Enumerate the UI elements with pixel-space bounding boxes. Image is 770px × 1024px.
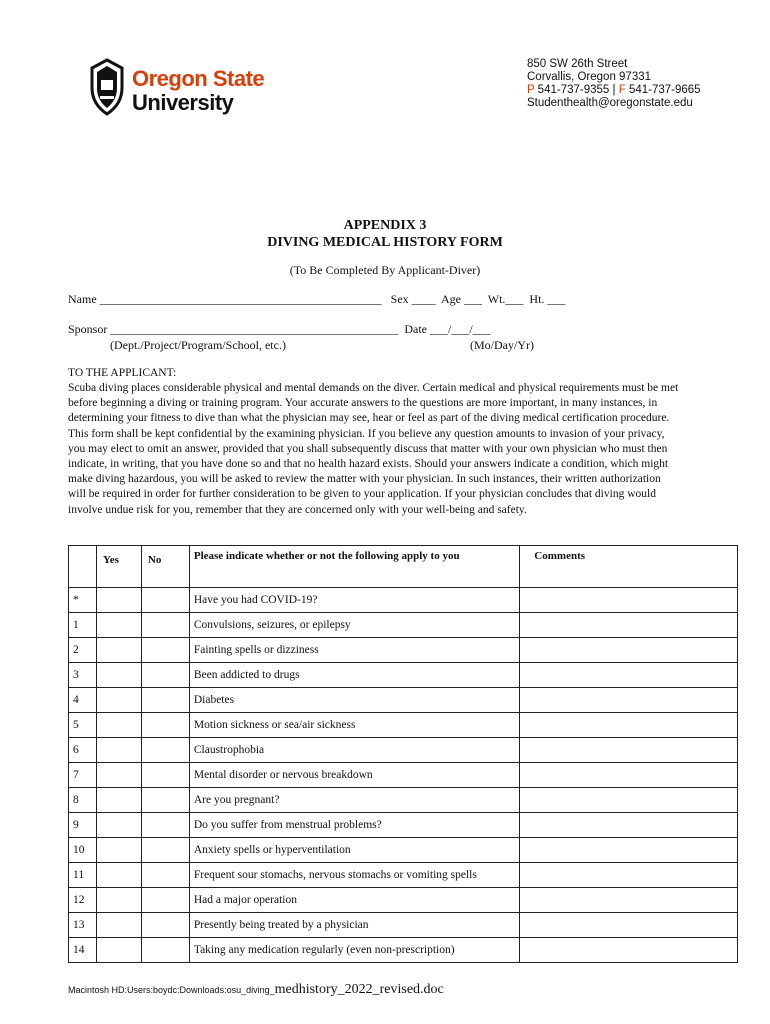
address-city: Corvallis, Oregon 97331 <box>527 71 652 83</box>
form-title: DIVING MEDICAL HISTORY FORM <box>267 235 503 250</box>
table-row <box>69 688 738 713</box>
row-number: * <box>69 588 97 613</box>
row-question: Been addicted to drugs <box>189 663 519 688</box>
yes-checkbox-cell[interactable] <box>96 738 141 763</box>
comments-cell[interactable] <box>520 738 738 763</box>
no-checkbox-cell[interactable] <box>141 688 189 713</box>
table-row <box>69 888 738 913</box>
row-number: 11 <box>69 863 97 888</box>
no-checkbox-cell[interactable] <box>141 838 189 863</box>
comments-cell[interactable] <box>520 788 738 813</box>
comments-cell[interactable] <box>520 613 738 638</box>
comments-cell[interactable] <box>520 713 738 738</box>
row-question: Mental disorder or nervous breakdown <box>189 763 519 788</box>
sponsor-line[interactable]: Sponsor ________________________________________________ Date ___/___/___ <box>68 322 491 336</box>
col-header-comments: Comments <box>520 546 738 588</box>
footer-path-prefix: Macintosh HD:Users:boydc:Downloads:osu_diving_ <box>68 985 275 995</box>
comments-cell[interactable] <box>520 913 738 938</box>
comments-cell[interactable] <box>520 588 738 613</box>
table-row <box>69 613 738 638</box>
fax-label: F <box>618 84 626 96</box>
intro-heading: TO THE APPLICANT: <box>68 367 177 379</box>
appendix-title: APPENDIX 3 <box>343 218 427 233</box>
logo-line1: Oregon State <box>132 66 265 91</box>
comments-cell[interactable] <box>520 763 738 788</box>
row-question: Had a major operation <box>189 888 519 913</box>
no-checkbox-cell[interactable] <box>141 763 189 788</box>
row-question: Are you pregnant? <box>189 788 519 813</box>
comments-cell[interactable] <box>520 888 738 913</box>
phone-number: 541-737-9355 <box>537 84 610 96</box>
row-question: Fainting spells or dizziness <box>189 638 519 663</box>
address-street: 850 SW 26th Street <box>527 58 628 70</box>
no-checkbox-cell[interactable] <box>141 863 189 888</box>
fax-number: 541-737-9665 <box>628 84 701 96</box>
row-number: 8 <box>69 788 97 813</box>
address-phones <box>527 84 701 97</box>
col-header-question: Please indicate whether or not the following apply to you <box>189 546 519 588</box>
row-question: Anxiety spells or hyperventilation <box>189 838 519 863</box>
no-checkbox-cell[interactable] <box>141 713 189 738</box>
table-row <box>69 738 738 763</box>
address-email: Studenthealth@oregonstate.edu <box>527 97 693 109</box>
table-row <box>69 813 738 838</box>
comments-cell[interactable] <box>520 638 738 663</box>
comments-cell[interactable] <box>520 938 738 963</box>
row-question: Diabetes <box>189 688 519 713</box>
no-checkbox-cell[interactable] <box>141 638 189 663</box>
row-number: 14 <box>69 938 97 963</box>
col-header-no: No <box>141 546 189 588</box>
yes-checkbox-cell[interactable] <box>96 688 141 713</box>
table-row <box>69 588 738 613</box>
intro-text: Scuba diving places considerable physical and mental demands on the diver. Certain medical and physical requirements must be met before beginning a diving or training program. Your accurate answers to the questions are more important, in many instances, in determining your fitness to dive than what the physician may see, hear or feel as part of the diving medical certification procedure. This form shall be kept confidential by the examining physician. If you believe any question amounts to invasion of your privacy, you may elect to omit an answer, provided that you shall subsequently discuss that matter with your own physician who must then indicate, in writing, that you have done so and that no health hazard exists. Should your answers indicate a condition, which might make diving hazardous, you will be asked to review the matter with your physician. In such instances, their written authorization will be required in order for further consideration to be given to your application. If your physician concludes that diving would involve undue risk for you, remember that they are concerned only with your well-being and safety. <box>68 382 679 516</box>
row-question: Presently being treated by a physician <box>189 913 519 938</box>
row-number: 2 <box>69 638 97 663</box>
row-number: 4 <box>69 688 97 713</box>
col-header-yes: Yes <box>96 546 141 588</box>
row-question: Motion sickness or sea/air sickness <box>189 713 519 738</box>
comments-cell[interactable] <box>520 688 738 713</box>
row-question: Taking any medication regularly (even non-prescription) <box>189 938 519 963</box>
table-row <box>69 913 738 938</box>
row-number: 6 <box>69 738 97 763</box>
no-checkbox-cell[interactable] <box>141 888 189 913</box>
no-checkbox-cell[interactable] <box>141 663 189 688</box>
yes-checkbox-cell[interactable] <box>96 763 141 788</box>
footer-path <box>68 982 444 998</box>
row-number: 5 <box>69 713 97 738</box>
row-number: 13 <box>69 913 97 938</box>
yes-checkbox-cell[interactable] <box>96 863 141 888</box>
yes-checkbox-cell[interactable] <box>96 938 141 963</box>
row-number: 10 <box>69 838 97 863</box>
osu-logo <box>88 58 268 118</box>
phone-label: P <box>527 84 535 96</box>
comments-cell[interactable] <box>520 863 738 888</box>
osu-seal-icon <box>88 58 126 116</box>
table-row <box>69 638 738 663</box>
row-number: 1 <box>69 613 97 638</box>
table-header-row <box>69 546 738 588</box>
no-checkbox-cell[interactable] <box>141 913 189 938</box>
yes-checkbox-cell[interactable] <box>96 913 141 938</box>
yes-checkbox-cell[interactable] <box>96 888 141 913</box>
table-row <box>69 863 738 888</box>
medical-history-table <box>68 545 738 963</box>
date-hint: (Mo/Day/Yr) <box>470 338 534 352</box>
yes-checkbox-cell[interactable] <box>96 588 141 613</box>
yes-checkbox-cell[interactable] <box>96 613 141 638</box>
yes-checkbox-cell[interactable] <box>96 638 141 663</box>
row-number: 3 <box>69 663 97 688</box>
table-row <box>69 838 738 863</box>
row-question: Have you had COVID-19? <box>189 588 519 613</box>
table-row <box>69 938 738 963</box>
no-checkbox-cell[interactable] <box>141 788 189 813</box>
footer-filename: medhistory_2022_revised.doc <box>274 982 444 997</box>
yes-checkbox-cell[interactable] <box>96 813 141 838</box>
row-question: Frequent sour stomachs, nervous stomachs or vomiting spells <box>189 863 519 888</box>
no-checkbox-cell[interactable] <box>141 938 189 963</box>
no-checkbox-cell[interactable] <box>141 588 189 613</box>
row-number: 7 <box>69 763 97 788</box>
yes-checkbox-cell[interactable] <box>96 663 141 688</box>
comments-cell[interactable] <box>520 838 738 863</box>
col-header-num <box>69 546 97 588</box>
no-checkbox-cell[interactable] <box>141 613 189 638</box>
yes-checkbox-cell[interactable] <box>96 838 141 863</box>
table-row <box>69 763 738 788</box>
address-block <box>527 58 701 110</box>
row-question: Convulsions, seizures, or epilepsy <box>189 613 519 638</box>
row-question: Do you suffer from menstrual problems? <box>189 813 519 838</box>
row-number: 9 <box>69 813 97 838</box>
name-line[interactable]: Name _______________________________________________ Sex ____ Age ___ Wt.___ Ht. ___ <box>68 292 566 306</box>
table-row <box>69 788 738 813</box>
no-checkbox-cell[interactable] <box>141 813 189 838</box>
comments-cell[interactable] <box>520 813 738 838</box>
comments-cell[interactable] <box>520 663 738 688</box>
phone-fax-separator: | <box>612 84 616 96</box>
yes-checkbox-cell[interactable] <box>96 788 141 813</box>
logo-line2: University <box>132 90 234 115</box>
table-row <box>69 663 738 688</box>
yes-checkbox-cell[interactable] <box>96 713 141 738</box>
row-question: Claustrophobia <box>189 738 519 763</box>
sponsor-hint: (Dept./Project/Program/School, etc.) <box>110 338 286 352</box>
row-number: 12 <box>69 888 97 913</box>
form-subtitle: (To Be Completed By Applicant-Diver) <box>289 263 481 277</box>
table-row <box>69 713 738 738</box>
no-checkbox-cell[interactable] <box>141 738 189 763</box>
